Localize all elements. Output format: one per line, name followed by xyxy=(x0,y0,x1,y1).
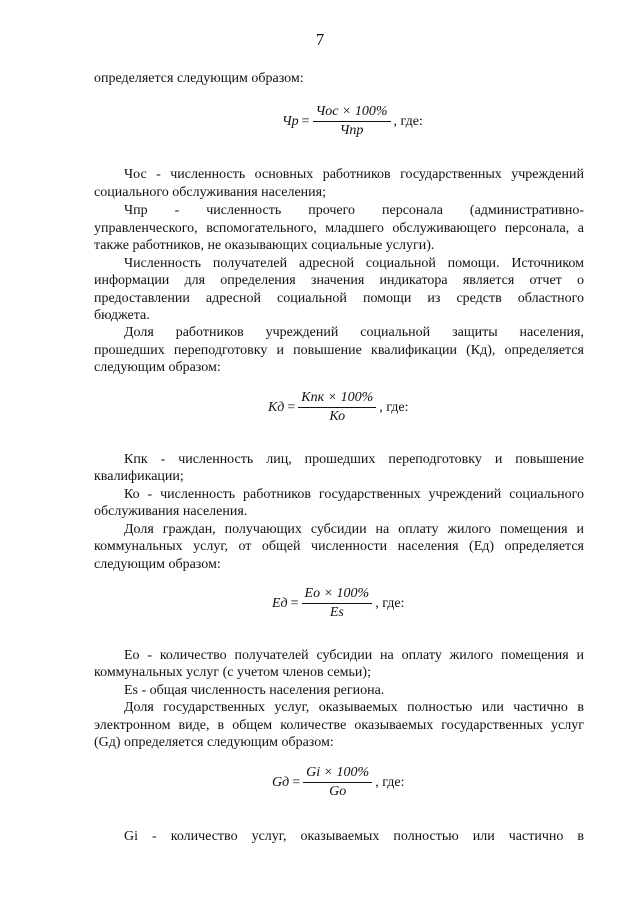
formula-kd xyxy=(268,390,409,425)
text-line: Чос - численность основных работников государственных учреждений xyxy=(124,167,584,182)
text-line: Доля граждан, получающих субсидии на оплату жилого помещения и xyxy=(124,522,584,537)
text-line: управленческого, вспомогательного, младшего обслуживающего персонала, а xyxy=(94,221,584,236)
text-line: следующим образом: xyxy=(94,360,221,375)
fraction-numerator: Gi × 100% xyxy=(303,765,372,783)
formula-tail: , где: xyxy=(375,774,405,790)
text-line: Численность получателей адресной социальной помощи. Источником xyxy=(124,256,584,271)
formula-tail: , где: xyxy=(393,113,423,129)
equals-sign: = xyxy=(301,113,310,129)
text-line: Кпк - численность лиц, прошедших переподготовку и повышение xyxy=(124,452,584,467)
formula-tail: , где: xyxy=(375,595,405,611)
page-number: 7 xyxy=(315,30,325,49)
text-line: (Gд) определяется следующим образом: xyxy=(94,735,334,750)
equals-sign: = xyxy=(292,774,301,790)
text-line: обслуживания населения. xyxy=(94,504,248,519)
formula-chr xyxy=(282,104,423,139)
text-line: бюджета. xyxy=(94,308,150,323)
text-line: предоставлении адресной социальной помощи из средств областного xyxy=(94,291,584,306)
text-line: квалификации; xyxy=(94,469,184,484)
fraction xyxy=(302,586,373,621)
text-line: коммунальных услуг (с учетом членов семьи); xyxy=(94,665,371,680)
text-line: также работников, не оказывающих социальные услуги). xyxy=(94,238,435,253)
formula-gd xyxy=(272,765,405,800)
fraction-numerator: Чос × 100% xyxy=(313,104,391,122)
formula-ed xyxy=(272,586,405,621)
fraction-denominator: Es xyxy=(329,605,344,620)
text-line: Доля государственных услуг, оказываемых полностью или частично в xyxy=(124,700,584,715)
formula-lhs: Кд xyxy=(268,399,285,415)
text-line: Ко - численность работников государственных учреждений социального xyxy=(124,487,584,502)
text-line: Gi - количество услуг, оказываемых полностью или частично в xyxy=(124,829,584,844)
text-line: прошедших переподготовку и повышение квалификации (Кд), определяется xyxy=(94,343,584,358)
text-line: информации для определения значения индикатора является отчет о xyxy=(94,273,584,288)
fraction-denominator: Go xyxy=(329,784,347,799)
formula-lhs: Gд xyxy=(272,774,290,790)
text-line: определяется следующим образом: xyxy=(94,71,304,86)
text-line: Ео - количество получателей субсидии на оплату жилого помещения и xyxy=(124,648,584,663)
fraction xyxy=(303,765,372,800)
equals-sign: = xyxy=(290,595,299,611)
formula-lhs: Чр xyxy=(282,113,299,129)
text-line: Es - общая численность населения региона. xyxy=(124,683,385,698)
text-line: Доля работников учреждений социальной защиты населения, xyxy=(124,325,584,340)
fraction-denominator: Ко xyxy=(329,409,346,424)
fraction-numerator: Ео × 100% xyxy=(302,586,373,604)
formula-lhs: Ед xyxy=(272,595,288,611)
fraction-denominator: Чпр xyxy=(339,123,364,138)
fraction-numerator: Кпк × 100% xyxy=(298,390,376,408)
text-line: электронном виде, в общем количестве оказываемых государственных услуг xyxy=(94,718,584,733)
text-line: Чпр - численность прочего персонала (административно- xyxy=(124,203,584,218)
text-line: коммунальных услуг, от общей численности населения (Ед) определяется xyxy=(94,539,584,554)
text-line: социального обслуживания населения; xyxy=(94,185,326,200)
fraction xyxy=(313,104,391,139)
formula-tail: , где: xyxy=(379,399,409,415)
text-line: следующим образом: xyxy=(94,557,221,572)
equals-sign: = xyxy=(287,399,296,415)
fraction xyxy=(298,390,376,425)
